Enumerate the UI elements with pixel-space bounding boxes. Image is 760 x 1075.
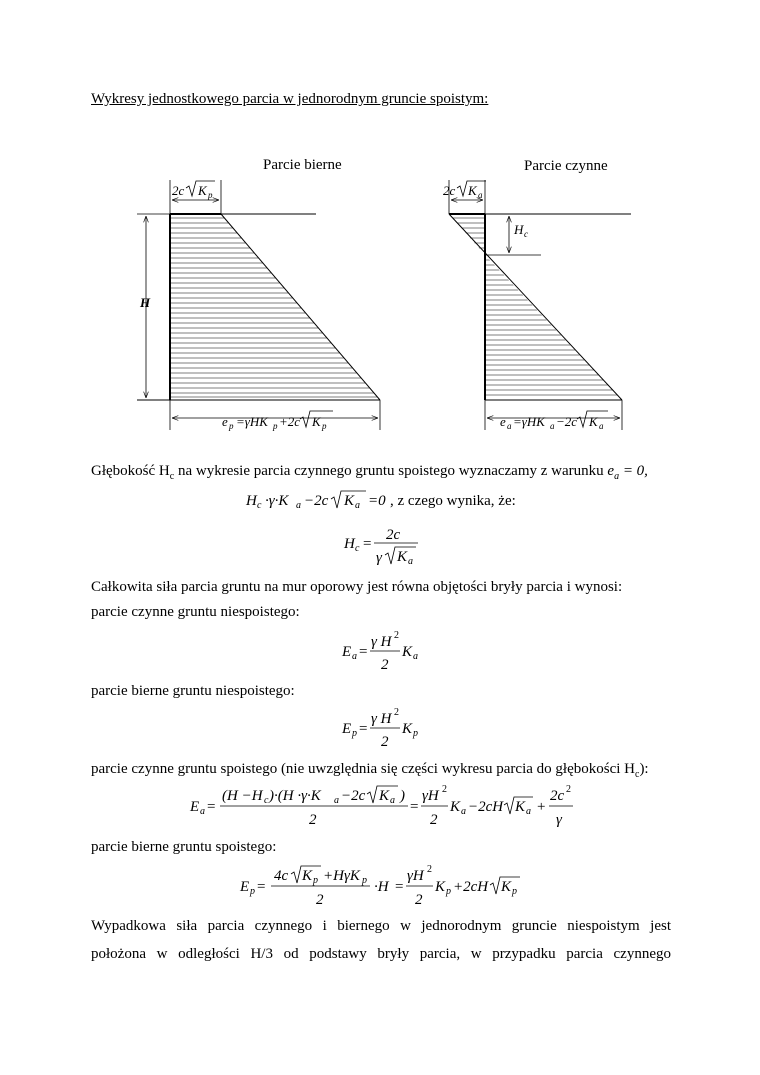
svg-text:=: = bbox=[395, 879, 404, 895]
svg-text:E: E bbox=[342, 644, 352, 660]
svg-text:2c: 2c bbox=[386, 527, 401, 543]
svg-text:+: + bbox=[537, 799, 546, 815]
svg-text:γ H: γ H bbox=[371, 634, 392, 650]
svg-text:2: 2 bbox=[427, 864, 432, 875]
svg-text:+2cH: +2cH bbox=[453, 879, 489, 895]
svg-text:H: H bbox=[140, 295, 151, 310]
svg-text:=0: =0 bbox=[368, 493, 386, 509]
svg-text:·γ·K: ·γ·K bbox=[265, 493, 289, 509]
svg-text:K: K bbox=[402, 644, 413, 660]
paragraph-passive-noncohesive: parcie bierne gruntu niespoistego: bbox=[91, 683, 295, 699]
svg-text:p: p bbox=[512, 886, 517, 897]
svg-text:p: p bbox=[322, 421, 327, 431]
passive-pressure-title: Parcie bierne bbox=[263, 157, 342, 173]
svg-text:p: p bbox=[446, 886, 451, 897]
svg-text:4c: 4c bbox=[274, 868, 289, 884]
svg-text:K: K bbox=[198, 183, 207, 198]
svg-text:p: p bbox=[313, 875, 318, 886]
svg-text:2: 2 bbox=[381, 734, 389, 750]
svg-text:K: K bbox=[468, 183, 477, 198]
svg-text:E: E bbox=[342, 721, 352, 737]
svg-text:p: p bbox=[362, 875, 367, 886]
svg-text:a: a bbox=[334, 795, 339, 806]
svg-text:a: a bbox=[478, 190, 483, 200]
svg-text:p: p bbox=[208, 190, 213, 200]
svg-text:a: a bbox=[599, 421, 604, 431]
paragraph-total-force: Całkowita siła parcia gruntu na mur oporowy jest równa objętości bryły parcia i wynosi: bbox=[91, 579, 623, 595]
svg-text:K: K bbox=[312, 414, 321, 429]
equation-tail-text: , z czego wynika, że: bbox=[390, 493, 516, 509]
svg-text:K: K bbox=[501, 879, 512, 895]
svg-text:−2c: −2c bbox=[556, 414, 578, 429]
equation-ep-cohesive bbox=[238, 860, 538, 910]
svg-text:γ: γ bbox=[556, 812, 562, 828]
svg-text:a: a bbox=[200, 806, 205, 817]
svg-text:K: K bbox=[450, 799, 461, 815]
svg-text:E: E bbox=[190, 799, 200, 815]
svg-text:a: a bbox=[296, 500, 301, 511]
svg-text:a: a bbox=[390, 795, 395, 806]
svg-text:2: 2 bbox=[442, 784, 447, 795]
svg-text:2c: 2c bbox=[550, 788, 565, 804]
svg-text:a: a bbox=[461, 806, 466, 817]
svg-text:−2cH: −2cH bbox=[468, 799, 504, 815]
svg-text:)·(H ·γ·K: )·(H ·γ·K bbox=[269, 788, 321, 804]
svg-text:·H: ·H bbox=[374, 879, 389, 895]
svg-text:−2c: −2c bbox=[304, 493, 329, 509]
paragraph-hc-intro: Głębokość $H_c$ na wykresie parcia czynnego gruntu spoistego wyznaczamy z warunku $e_a = 0$, bbox=[91, 463, 648, 482]
svg-text:2: 2 bbox=[381, 657, 389, 673]
svg-text:a: a bbox=[355, 500, 360, 511]
svg-text:c: c bbox=[355, 543, 360, 554]
svg-text:a: a bbox=[408, 556, 413, 567]
svg-text:2: 2 bbox=[394, 630, 399, 641]
svg-text:a: a bbox=[507, 421, 512, 431]
page-heading: Wykresy jednostkowego parcia w jednorodnym gruncie spoistym: bbox=[91, 91, 489, 107]
paragraph-resultant-line2: położona w odległości H/3 od podstawy bryły parcia, w przypadku parcia czynnego bbox=[91, 946, 671, 962]
svg-text:2c: 2c bbox=[172, 183, 185, 198]
svg-text:): ) bbox=[400, 788, 405, 804]
svg-text:γ H: γ H bbox=[371, 711, 392, 727]
svg-text:K: K bbox=[435, 879, 446, 895]
svg-text:c: c bbox=[524, 229, 528, 239]
svg-text:=γHK: =γHK bbox=[513, 414, 545, 429]
svg-text:a: a bbox=[550, 421, 555, 431]
passive-pressure-diagram bbox=[137, 180, 380, 431]
equation-ea-noncohesive bbox=[338, 628, 438, 674]
svg-text:=: = bbox=[207, 799, 216, 815]
equation-ep-noncohesive bbox=[338, 705, 438, 751]
svg-text:(H −H: (H −H bbox=[222, 788, 263, 804]
equation-ea-cohesive bbox=[188, 780, 578, 830]
svg-text:γ: γ bbox=[376, 550, 382, 566]
svg-text:−2c: −2c bbox=[341, 788, 366, 804]
svg-text:c: c bbox=[264, 795, 269, 806]
passive-hatching bbox=[170, 218, 380, 397]
svg-text:a: a bbox=[413, 651, 418, 662]
svg-text:H: H bbox=[246, 493, 257, 509]
svg-text:2: 2 bbox=[394, 707, 399, 718]
pressure-diagrams bbox=[0, 0, 760, 440]
svg-text:K: K bbox=[397, 549, 408, 565]
svg-text:p: p bbox=[273, 421, 278, 431]
svg-text:K: K bbox=[379, 788, 390, 804]
active-compression-hatching bbox=[485, 260, 622, 395]
svg-text:p: p bbox=[352, 728, 357, 739]
svg-text:a: a bbox=[526, 806, 531, 817]
svg-text:2: 2 bbox=[316, 892, 324, 908]
paragraph-resultant-line1: Wypadkowa siła parcia czynnego i biernego w jednorodnym gruncie niespoistym jest bbox=[91, 918, 671, 934]
svg-text:2: 2 bbox=[430, 812, 438, 828]
svg-text:e: e bbox=[500, 414, 506, 429]
svg-text:2: 2 bbox=[309, 812, 317, 828]
svg-text:E: E bbox=[240, 879, 250, 895]
svg-text:=: = bbox=[410, 799, 419, 815]
svg-text:+2c: +2c bbox=[279, 414, 301, 429]
svg-text:K: K bbox=[589, 414, 598, 429]
svg-text:K: K bbox=[302, 868, 313, 884]
svg-text:2: 2 bbox=[566, 784, 571, 795]
svg-text:=: = bbox=[257, 879, 266, 895]
svg-text:K: K bbox=[344, 493, 355, 509]
svg-text:p: p bbox=[250, 886, 255, 897]
svg-text:H: H bbox=[514, 222, 524, 237]
svg-text:=γHK: =γHK bbox=[236, 414, 268, 429]
svg-text:e: e bbox=[222, 414, 228, 429]
svg-text:=: = bbox=[359, 721, 368, 737]
svg-text:2: 2 bbox=[415, 892, 423, 908]
svg-text:c: c bbox=[257, 500, 262, 511]
active-pressure-diagram bbox=[443, 180, 631, 431]
paragraph-active-cohesive: parcie czynne gruntu spoistego (nie uwzględnia się części wykresu parcia do głębokości $H_c$): bbox=[91, 761, 649, 780]
paragraph-passive-cohesive: parcie bierne gruntu spoistego: bbox=[91, 839, 277, 855]
svg-text:H: H bbox=[344, 536, 355, 552]
svg-text:γH: γH bbox=[422, 788, 439, 804]
svg-text:K: K bbox=[402, 721, 413, 737]
svg-text:a: a bbox=[352, 651, 357, 662]
svg-text:=: = bbox=[363, 536, 372, 552]
svg-text:p: p bbox=[229, 421, 234, 431]
paragraph-active-noncohesive: parcie czynne gruntu niespoistego: bbox=[91, 604, 300, 620]
equation-hc-condition bbox=[240, 485, 560, 515]
svg-text:2c: 2c bbox=[443, 183, 456, 198]
equation-hc bbox=[340, 520, 450, 570]
svg-text:K: K bbox=[515, 799, 526, 815]
svg-text:γH: γH bbox=[407, 868, 424, 884]
svg-text:=: = bbox=[359, 644, 368, 660]
svg-text:p: p bbox=[413, 728, 418, 739]
active-pressure-title: Parcie czynne bbox=[524, 158, 608, 174]
svg-text:+HγK: +HγK bbox=[323, 868, 360, 884]
